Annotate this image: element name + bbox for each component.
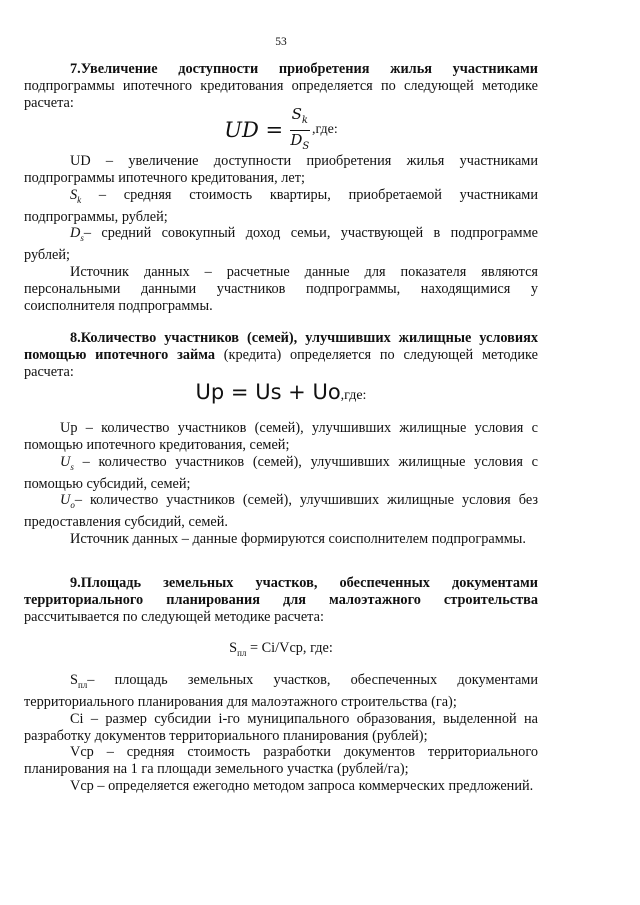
definition-ds-text: – средний совокупный доход семьи, участвующей в подпрограмме рублей; [24,225,538,264]
definition-vcp-1: Vср – средняя стоимость разработки документов территориального планирования на 1 га площади земельного участка (рублей/га); [24,744,538,778]
definition-sk [24,187,538,226]
section-9-title: 9.Площадь земельных участков, обеспеченных документами территориального планирования для малоэтажного строительства [24,575,538,608]
definition-ud: UD – увеличение доступности приобретения жилья участниками подпрограммы ипотечного кредитования, лет; [24,153,538,186]
formula-up [24,379,538,409]
definition-sk-var: S [70,186,78,203]
definition-us-sub: s [70,461,74,472]
section-8-definitions [24,420,538,548]
formula-ud-lhs: UD = [224,118,284,143]
definition-vcp-2: Vср – определяется ежегодно методом запроса коммерческих предложений. [70,778,534,795]
formula-s-sub: пл [237,647,247,658]
definition-uo [24,492,538,531]
section-8-heading [24,330,538,381]
section-8-title-rest: (кредита) определяется по следующей методике расчета: [24,346,538,380]
formula-up-main: Up = Us + Uo [195,380,341,404]
formula-ud-numerator: S [291,105,302,123]
section-7-source: Источник данных – расчетные данные для показателя являются персональными данными участников подпрограммы, находящимися у соисполнителя подпрограммы. [24,264,538,314]
definition-ds-sub: s [80,233,84,244]
definition-uo-text: – количество участников (семей), улучшивших жилищные условия без предоставления субсидий, семей. [24,492,538,531]
formula-ud [24,106,538,154]
section-8-title: 8.Количество участников (семей), улучшивших жилищные условиях помощью ипотечного займа [24,330,538,363]
definition-s-var: S [70,672,78,688]
formula-ud-fraction [290,106,310,155]
formula-up-tail: ,где: [340,388,367,403]
formula-s-var: S [229,640,238,656]
definition-us-var: U [60,453,71,470]
formula-ud-denominator: D [290,131,303,149]
definition-uo-var: U [60,492,71,509]
formula-s [24,640,538,662]
formula-ud-denominator-sub: S [302,141,310,152]
definition-s-text: – площадь земельных участков, обеспеченных документами территориального планирования для малоэтажного строительства (га); [24,672,538,710]
definition-sk-sub: k [77,194,82,205]
definition-ds-var: D [70,225,81,242]
definition-up: Up – количество участников (семей), улучшивших жилищные условия с помощью ипотечного кредитования, семей; [24,420,538,453]
formula-ud-numerator-sub: k [301,115,308,126]
section-7-definitions [24,153,538,315]
page-number: 53 [275,36,287,48]
section-7-title: 7.Увеличение доступности приобретения жилья участниками [70,61,538,77]
formula-s-rest: = Ci/Vср, где: [246,640,333,656]
definition-sk-text: – средняя стоимость квартиры, приобретаемой участниками подпрограммы, рублей; [24,186,538,225]
section-7-title-rest: подпрограммы ипотечного кредитования определяется по следующей методике расчета: [24,77,538,111]
section-9-title-rest: рассчитывается по следующей методике расчета: [24,608,324,625]
section-7-heading [24,61,538,112]
definition-ci: Ci – размер субсидии i-го муниципального образования, выделенной на разработку документов территориального планирования (рублей); [24,710,538,744]
definition-s-sub: пл [77,679,88,690]
section-9-definitions [24,672,538,795]
definition-ds [24,225,538,264]
definition-us-text: – количество участников (семей), улучшивших жилищные условия с помощью субсидий, семей; [24,453,538,492]
definition-us [24,454,538,493]
formula-ud-tail: ,где: [311,122,338,138]
section-8-source: Источник данных – данные формируются соисполнителем подпрограммы. [70,531,526,548]
definition-s [24,672,538,711]
definition-uo-sub: o [70,500,75,511]
section-9-heading [24,575,538,626]
